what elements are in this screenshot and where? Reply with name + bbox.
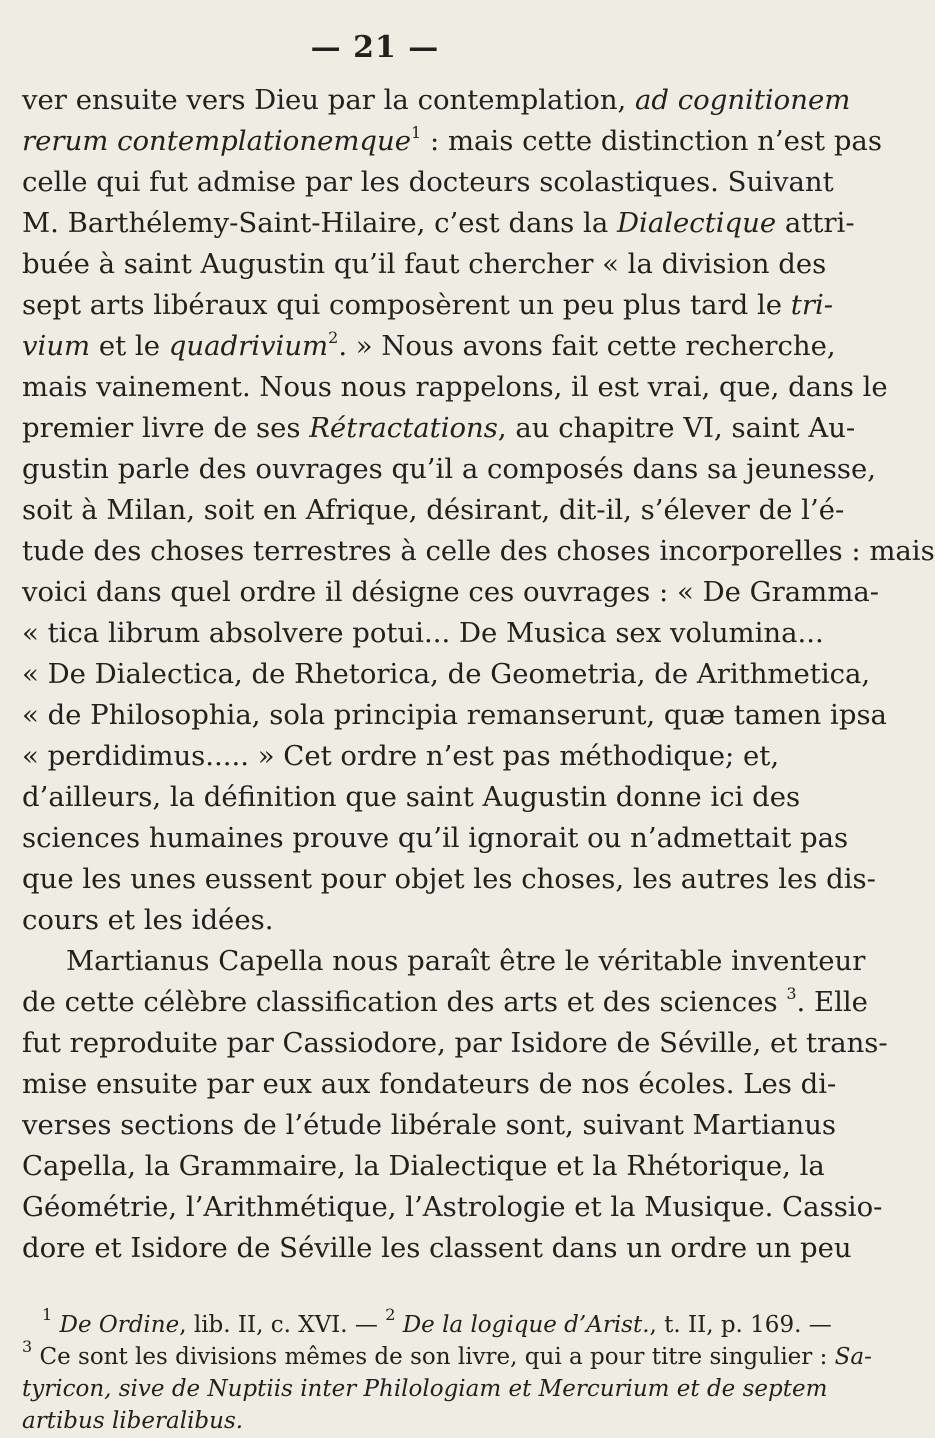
italic-text: artibus liberalibus. [22, 1408, 244, 1434]
text-line [22, 982, 868, 1023]
text-run: que les unes eussent pour objet les choses, les autres les dis- [22, 863, 876, 895]
text-line [22, 859, 876, 900]
text-run: mais vainement. Nous nous rappelons, il est vrai, que, dans le [22, 371, 888, 403]
text-line [22, 244, 827, 285]
text-run: . » Nous avons fait cette recherche, [338, 330, 836, 362]
text-line [22, 1023, 888, 1064]
text-line [22, 531, 935, 572]
text-run: M. Barthélemy-Saint-Hilaire, c’est dans la [22, 207, 617, 239]
text-run: . Elle [796, 986, 868, 1018]
text-run: attri- [776, 207, 855, 239]
text-run [395, 1312, 402, 1338]
text-line [22, 1105, 837, 1146]
text-line [22, 408, 856, 449]
text-run: , lib. II, c. XVI. — [179, 1312, 386, 1338]
text-run: Capella, la Grammaire, la Dialectique et la Rhétorique, la [22, 1150, 825, 1182]
footnote-marker: 3 [22, 1337, 33, 1356]
text-run: voici dans quel ordre il désigne ces ouvrages : « De Gramma- [22, 576, 880, 608]
text-line [22, 818, 849, 859]
italic-text: quadrivium [168, 330, 329, 362]
footnote-marker: 2 [385, 1305, 396, 1324]
text-line [22, 367, 888, 408]
text-run: sept arts libéraux qui composèrent un peu plus tard le [22, 289, 791, 321]
text-run: dore et Isidore de Séville les classent dans un ordre un peu [22, 1232, 852, 1264]
page-number: — 21 — [310, 30, 440, 65]
footnote-line [22, 1305, 832, 1341]
italic-text: rerum contemplationemque [22, 125, 412, 157]
text-run: Géométrie, l’Arithmétique, l’Astrologie et la Musique. Cassio- [22, 1191, 883, 1223]
text-line [22, 80, 851, 121]
text-run: sciences humaines prouve qu’il ignorait ou n’admettait pas [22, 822, 849, 854]
italic-text: vium [22, 330, 91, 362]
italic-text: De la logique d’Arist. [402, 1312, 650, 1338]
text-run: : mais cette distinction n’est pas [421, 125, 882, 157]
text-line [22, 162, 834, 203]
text-run: tude des choses terrestres à celle des choses incorporelles : mais [22, 535, 935, 567]
text-line [22, 654, 871, 695]
text-line [22, 490, 845, 531]
text-run: Ce sont les divisions mêmes de son livre, qui a pour titre singulier : [32, 1344, 835, 1370]
text-run: buée à saint Augustin qu’il faut chercher « la division des [22, 248, 827, 280]
footnote-line [22, 1337, 872, 1373]
footnotes [22, 1305, 872, 1437]
text-line [22, 736, 778, 777]
text-run: ver ensuite vers Dieu par la contemplation, [22, 84, 636, 116]
text-run: fut reproduite par Cassiodore, par Isidore de Séville, et trans- [22, 1027, 888, 1059]
text-line [22, 900, 778, 941]
text-run: verses sections de l’étude libérale sont, suivant Martianus [22, 1109, 837, 1141]
text-run: , au chapitre VI, saint Au- [497, 412, 856, 444]
footnote-marker: 1 [42, 1305, 53, 1324]
text-line [22, 449, 877, 490]
text-run: cours et les idées. [22, 904, 274, 936]
text-run: « de Philosophia, sola principia remanserunt, quæ tamen ipsa [22, 699, 887, 731]
footnote-marker: 3 [786, 984, 797, 1003]
text-line [22, 1146, 825, 1187]
text-line [22, 572, 880, 613]
text-line [22, 285, 834, 326]
italic-text: tyricon, sive de Nuptiis inter Philologiam et Mercurium et de septem [22, 1376, 828, 1402]
text-line [22, 121, 882, 162]
text-line [22, 777, 801, 818]
text-run: mise ensuite par eux aux fondateurs de nos écoles. Les di- [22, 1068, 837, 1100]
footnote-marker: 1 [411, 123, 422, 142]
text-run: d’ailleurs, la définition que saint Augustin donne ici des [22, 781, 801, 813]
text-run [52, 1312, 59, 1338]
text-run: et le [90, 330, 169, 362]
footnote-marker: 2 [328, 328, 339, 347]
italic-text: Sa- [834, 1344, 872, 1370]
paragraph-start-line [22, 941, 866, 982]
text-run: , t. II, p. 169. — [649, 1312, 832, 1338]
text-run: gustin parle des ouvrages qu’il a composés dans sa jeunesse, [22, 453, 877, 485]
italic-text: Dialectique [616, 207, 777, 239]
footnote-line [22, 1373, 828, 1405]
italic-text: tri- [790, 289, 834, 321]
text-run: de cette célèbre classification des arts et des sciences [22, 986, 787, 1018]
text-run: soit à Milan, soit en Afrique, désirant, dit-il, s’élever de l’é- [22, 494, 845, 526]
main-text [22, 80, 935, 1269]
text-run: « De Dialectica, de Rhetorica, de Geometria, de Arithmetica, [22, 658, 871, 690]
text-line [22, 613, 824, 654]
italic-text: ad cognitionem [635, 84, 851, 116]
text-line [22, 203, 855, 244]
text-run: « perdidimus..... » Cet ordre n’est pas méthodique; et, [22, 740, 780, 772]
italic-text: De Ordine [59, 1312, 180, 1338]
text-run: « tica librum absolvere potui... De Musica sex volumina... [22, 617, 824, 649]
text-line [22, 695, 887, 736]
text-line [22, 1228, 852, 1269]
text-run: premier livre de ses [22, 412, 310, 444]
text-line [22, 1187, 883, 1228]
text-line [22, 1064, 837, 1105]
text-line [22, 326, 836, 367]
footnote-line [22, 1405, 778, 1437]
text-run: Martianus Capella nous paraît être le véritable inventeur [66, 945, 866, 977]
text-run: celle qui fut admise par les docteurs scolastiques. Suivant [22, 166, 834, 198]
italic-text: Rétractations [309, 412, 498, 444]
